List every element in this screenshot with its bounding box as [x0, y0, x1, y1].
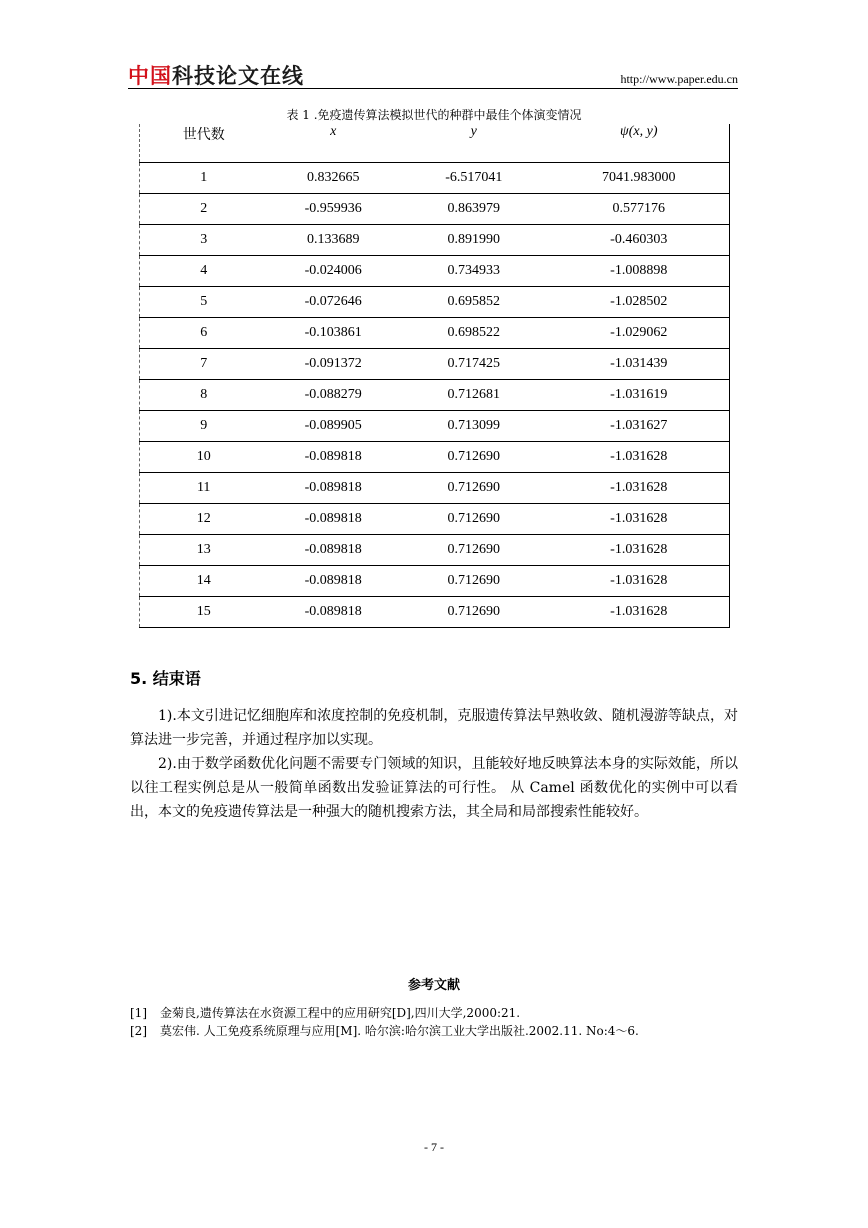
table-cell: -0.089818 — [267, 504, 399, 535]
table-cell: 15 — [140, 597, 268, 628]
logo — [128, 60, 304, 90]
table-body — [140, 163, 730, 628]
table-cell: 9 — [140, 411, 268, 442]
table-cell: 0.712690 — [399, 504, 549, 535]
table-cell: -0.089818 — [267, 566, 399, 597]
table-cell: 0.133689 — [267, 225, 399, 256]
reference-text: 莫宏伟. 人工免疫系统原理与应用[M]. 哈尔滨:哈尔滨工业大学出版社.2002.11. No:4～6. — [160, 1024, 639, 1038]
header-x: x — [267, 124, 399, 163]
table-row — [140, 411, 730, 442]
table-row — [140, 225, 730, 256]
table-cell: -1.031628 — [549, 442, 730, 473]
table-cell: 14 — [140, 566, 268, 597]
table-cell: -6.517041 — [399, 163, 549, 194]
table-cell: -0.460303 — [549, 225, 730, 256]
reference-text: 金菊良,遗传算法在水资源工程中的应用研究[D],四川大学,2000:21. — [160, 1006, 521, 1020]
table-row — [140, 473, 730, 504]
reference-item — [130, 1022, 738, 1039]
header-y: y — [399, 124, 549, 163]
table-cell: -1.031628 — [549, 597, 730, 628]
table-cell: -1.031628 — [549, 535, 730, 566]
table-row — [140, 256, 730, 287]
table-row — [140, 163, 730, 194]
table-cell: -1.008898 — [549, 256, 730, 287]
table-cell: -0.959936 — [267, 194, 399, 225]
table-cell: -1.029062 — [549, 318, 730, 349]
table-cell: -0.089818 — [267, 597, 399, 628]
table-cell: 2 — [140, 194, 268, 225]
table-cell: -0.089818 — [267, 442, 399, 473]
table-cell: 0.712681 — [399, 380, 549, 411]
table-caption: 表 1 .免疫遗传算法模拟世代的种群中最佳个体演变情况 — [286, 108, 582, 122]
table-cell: -1.031628 — [549, 473, 730, 504]
section-title: 5. 结束语 — [130, 669, 201, 688]
logo-dark-text: 科技论文在线 — [172, 64, 304, 88]
table-cell: 0.712690 — [399, 442, 549, 473]
table-cell: 12 — [140, 504, 268, 535]
table-cell: -0.091372 — [267, 349, 399, 380]
table-cell: 4 — [140, 256, 268, 287]
paragraph-1 — [130, 704, 738, 752]
table-cell: 0.695852 — [399, 287, 549, 318]
table-row — [140, 287, 730, 318]
paragraph-2 — [130, 752, 738, 824]
table-cell: 0.712690 — [399, 597, 549, 628]
table-header-row — [140, 124, 730, 163]
table-cell: -0.089818 — [267, 535, 399, 566]
page-header — [128, 58, 738, 89]
table-cell: -0.088279 — [267, 380, 399, 411]
reference-item — [130, 1004, 738, 1021]
table-row — [140, 535, 730, 566]
table-row — [140, 349, 730, 380]
reference-number: [1] — [130, 1006, 147, 1020]
table-cell: 0.734933 — [399, 256, 549, 287]
references-title: 参考文献 — [407, 978, 460, 993]
table-cell: 1 — [140, 163, 268, 194]
table-row — [140, 442, 730, 473]
table-row — [140, 566, 730, 597]
table-cell: 6 — [140, 318, 268, 349]
table-cell: -0.089818 — [267, 473, 399, 504]
table-cell: 10 — [140, 442, 268, 473]
table-cell: -0.072646 — [267, 287, 399, 318]
table-cell: 0.891990 — [399, 225, 549, 256]
table-cell: -0.103861 — [267, 318, 399, 349]
table-cell: 8 — [140, 380, 268, 411]
table-cell: -1.031627 — [549, 411, 730, 442]
table-cell: 0.577176 — [549, 194, 730, 225]
table-row — [140, 194, 730, 225]
paragraph-1-text: 1).本文引进记忆细胞库和浓度控制的免疫机制，克服遗传算法早熟收敛、随机漫游等缺点，对算法进一步完善，并通过程序加以实现。 — [130, 708, 738, 748]
results-table — [139, 124, 730, 628]
table-row — [140, 597, 730, 628]
table-cell: -1.031628 — [549, 504, 730, 535]
table-cell: 0.712690 — [399, 535, 549, 566]
table-cell: 3 — [140, 225, 268, 256]
table-cell: 0.717425 — [399, 349, 549, 380]
table-cell: -1.031439 — [549, 349, 730, 380]
table-cell: -1.031628 — [549, 566, 730, 597]
table-row — [140, 504, 730, 535]
table-cell: 7041.983000 — [549, 163, 730, 194]
table-row — [140, 318, 730, 349]
table-row — [140, 380, 730, 411]
table-cell: -1.028502 — [549, 287, 730, 318]
table-cell: 0.863979 — [399, 194, 549, 225]
table-cell: -0.089905 — [267, 411, 399, 442]
table-cell: 11 — [140, 473, 268, 504]
table-cell: 0.712690 — [399, 566, 549, 597]
logo-red-text: 中国 — [128, 64, 172, 88]
table-cell: 0.698522 — [399, 318, 549, 349]
header-generation: 世代数 — [140, 124, 268, 163]
page-number: - 7 - — [424, 1140, 444, 1154]
table-cell: 0.713099 — [399, 411, 549, 442]
table-cell: 0.712690 — [399, 473, 549, 504]
paragraph-2-text: 2).由于数学函数优化问题不需要专门领域的知识，且能较好地反映算法本身的实际效能，所以以往工程实例总是从一般简单函数出发验证算法的可行性。 从 Camel 函数优化的实例中可以看出，本文的免疫遗传算法是一种强大的随机搜索方法，其全局和局部搜索性能较好。 — [130, 756, 738, 820]
table-cell: 13 — [140, 535, 268, 566]
header-url: http://www.paper.edu.cn — [620, 72, 738, 86]
table-cell: -0.024006 — [267, 256, 399, 287]
table-cell: 5 — [140, 287, 268, 318]
table-cell: 7 — [140, 349, 268, 380]
table-cell: -1.031619 — [549, 380, 730, 411]
header-psi: ψ(x, y) — [549, 124, 730, 163]
table-cell: 0.832665 — [267, 163, 399, 194]
reference-number: [2] — [130, 1024, 147, 1038]
